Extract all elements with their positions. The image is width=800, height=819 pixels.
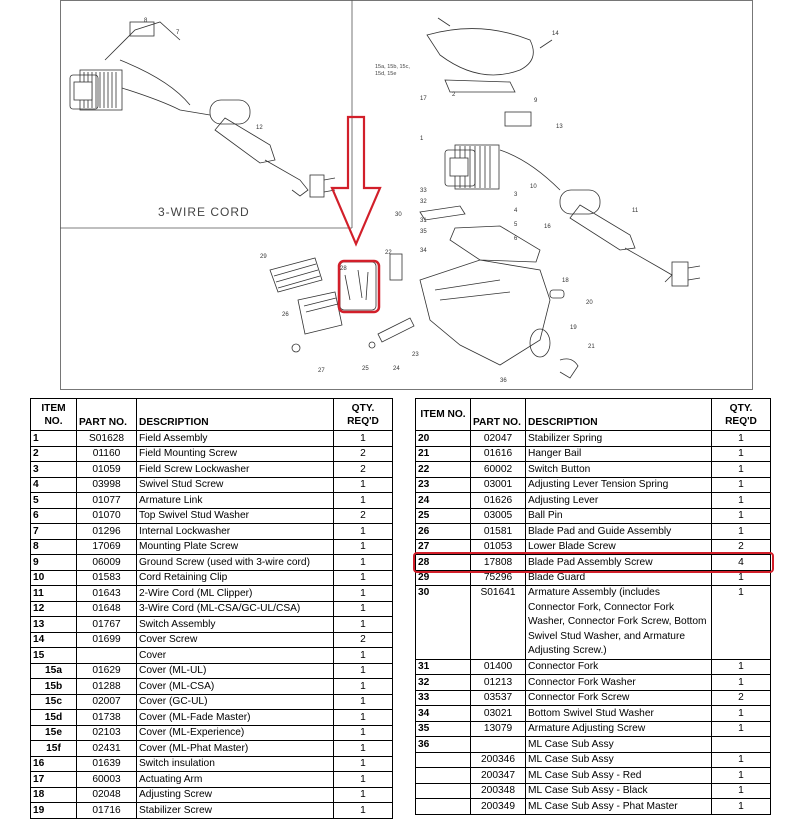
description-cell: 2-Wire Cord (ML Clipper) [137,586,334,602]
svg-text:12: 12 [256,125,263,131]
table-row [31,570,393,586]
qty-cell: 1 [712,675,771,691]
svg-text:24: 24 [393,366,400,372]
description-cell: Connector Fork Washer [526,675,712,691]
part-no-cell [77,648,137,664]
table-row [31,741,393,757]
table-row [416,799,771,815]
description-cell: Field Assembly [137,431,334,447]
exploded-parts-diagram [60,0,753,390]
qty-cell: 1 [712,477,771,493]
svg-text:21: 21 [588,344,595,350]
table-row [416,477,771,493]
item-no-cell: 11 [31,586,77,602]
qty-cell: 1 [712,799,771,815]
description-cell: Blade Pad Assembly Screw [526,555,712,571]
qty-cell: 1 [334,663,393,679]
svg-text:11: 11 [632,208,639,214]
description-cell: Cover Screw [137,632,334,648]
description-cell: Cover (ML-CSA) [137,679,334,695]
svg-text:17: 17 [420,96,427,102]
item-no-cell: 15e [31,725,77,741]
table-row [31,772,393,788]
svg-text:19: 19 [570,325,577,331]
svg-text:14: 14 [552,31,559,37]
col-header-part-no: PART NO. [471,399,526,431]
part-no-cell: 01643 [77,586,137,602]
item-no-cell: 12 [31,601,77,617]
part-no-cell: 01400 [471,659,526,675]
qty-cell: 1 [334,679,393,695]
table-row [31,477,393,493]
description-cell: Swivel Stud Screw [137,477,334,493]
item-no-cell: 31 [416,659,471,675]
description-cell: Field Mounting Screw [137,446,334,462]
description-cell: Connector Fork [526,659,712,675]
qty-cell: 1 [712,508,771,524]
part-no-cell: 60002 [471,462,526,478]
item-no-cell: 4 [31,477,77,493]
item-no-cell: 20 [416,431,471,447]
description-cell: Ball Pin [526,508,712,524]
table-header-row [31,399,393,431]
item-no-cell: 34 [416,706,471,722]
table-row [416,462,771,478]
description-cell: Cover (ML-UL) [137,663,334,679]
qty-cell: 1 [334,787,393,803]
part-no-cell: 60003 [77,772,137,788]
qty-cell: 1 [334,586,393,602]
qty-cell: 1 [334,555,393,571]
item-no-cell: 10 [31,570,77,586]
table-row [31,694,393,710]
qty-cell: 2 [334,632,393,648]
svg-text:23: 23 [412,352,419,358]
qty-cell: 1 [712,524,771,540]
item-no-cell: 1 [31,431,77,447]
col-header-part-no: PART NO. [77,399,137,431]
row-28-highlight [413,552,774,574]
qty-cell: 1 [334,772,393,788]
item-no-cell: 32 [416,675,471,691]
qty-cell: 1 [334,741,393,757]
svg-text:26: 26 [282,312,289,318]
table-row [416,431,771,447]
table-row [31,663,393,679]
description-cell: Lower Blade Screw [526,539,712,555]
part-no-cell: 75296 [471,570,526,586]
table-row [31,446,393,462]
qty-cell: 1 [712,586,771,660]
svg-text:3: 3 [514,192,518,198]
qty-cell: 1 [334,601,393,617]
description-cell: ML Case Sub Assy - Phat Master [526,799,712,815]
parts-table-left [30,398,393,819]
item-no-cell: 15a [31,663,77,679]
description-cell: Internal Lockwasher [137,524,334,540]
item-no-cell: 24 [416,493,471,509]
description-cell: 3-Wire Cord (ML-CSA/GC-UL/CSA) [137,601,334,617]
table-row [31,679,393,695]
qty-cell: 2 [334,446,393,462]
wire-cord-label: 3-WIRE CORD [158,205,250,219]
qty-cell: 1 [334,539,393,555]
part-no-cell: 01070 [77,508,137,524]
part-no-cell: 02007 [77,694,137,710]
description-cell: Switch Assembly [137,617,334,633]
svg-text:35: 35 [420,229,427,235]
item-no-cell: 35 [416,721,471,737]
part-no-cell: 01059 [77,462,137,478]
part-no-cell: 01296 [77,524,137,540]
part-no-cell: 01716 [77,803,137,819]
table-row [416,508,771,524]
svg-text:20: 20 [586,300,593,306]
item-no-cell: 16 [31,756,77,772]
svg-text:15a, 15b, 15c,: 15a, 15b, 15c, [375,64,410,70]
description-cell: Blade Guard [526,570,712,586]
col-header-item: ITEM NO. [31,399,77,431]
svg-text:4: 4 [514,208,518,214]
description-cell: Armature Link [137,493,334,509]
item-no-cell: 14 [31,632,77,648]
table-row [416,768,771,784]
part-no-cell: 01767 [77,617,137,633]
svg-text:22: 22 [385,250,392,256]
item-no-cell [416,768,471,784]
svg-text:1: 1 [420,136,424,142]
item-no-cell: 2 [31,446,77,462]
qty-cell: 2 [334,462,393,478]
part-no-cell: 02048 [77,787,137,803]
item-no-cell [416,799,471,815]
description-cell: Adjusting Lever Tension Spring [526,477,712,493]
svg-text:25: 25 [362,366,369,372]
description-cell: ML Case Sub Assy [526,737,712,753]
qty-cell: 1 [334,803,393,819]
item-no-cell: 5 [31,493,77,509]
qty-cell: 1 [712,783,771,799]
description-cell: Cover (ML-Fade Master) [137,710,334,726]
qty-cell: 1 [334,570,393,586]
item-no-cell: 15d [31,710,77,726]
description-cell: Mounting Plate Screw [137,539,334,555]
table-row [31,648,393,664]
part-no-cell: 01616 [471,446,526,462]
part-no-cell: 01699 [77,632,137,648]
svg-text:15d, 15e: 15d, 15e [375,71,397,77]
qty-cell: 1 [334,710,393,726]
item-no-cell: 7 [31,524,77,540]
item-no-cell: 21 [416,446,471,462]
item-no-cell: 3 [31,462,77,478]
svg-text:18: 18 [562,278,569,284]
qty-cell: 1 [334,756,393,772]
red-down-arrow-icon [332,117,380,244]
col-header-description: DESCRIPTION [526,399,712,431]
svg-text:5: 5 [514,222,518,228]
table-row [31,431,393,447]
table-row [31,555,393,571]
qty-cell: 1 [334,493,393,509]
description-cell: Stabilizer Spring [526,431,712,447]
table-row [416,706,771,722]
svg-text:6: 6 [514,236,518,242]
part-no-cell: 01160 [77,446,137,462]
table-row [31,508,393,524]
part-no-cell: 01626 [471,493,526,509]
table-row [31,710,393,726]
part-no-cell: 17069 [77,539,137,555]
table-row [31,617,393,633]
qty-cell: 1 [712,446,771,462]
qty-cell: 2 [712,690,771,706]
qty-cell: 1 [712,768,771,784]
item-no-cell: 15c [31,694,77,710]
description-cell: Cord Retaining Clip [137,570,334,586]
svg-text:28: 28 [340,266,347,272]
table-row [31,756,393,772]
part-no-cell: 01213 [471,675,526,691]
qty-cell: 1 [712,752,771,768]
part-no-cell: S01628 [77,431,137,447]
svg-text:2: 2 [452,92,456,98]
table-row [416,659,771,675]
svg-text:34: 34 [420,248,427,254]
description-cell: Cover (GC-UL) [137,694,334,710]
field-coil-topleft [70,70,122,110]
svg-text:10: 10 [530,184,537,190]
qty-cell [712,737,771,753]
item-no-cell: 8 [31,539,77,555]
description-cell: Armature Assembly (includes Connector Fork, Connector Fork Washer, Connector Fork Screw, Bottom Swivel Stud Washer, and Armature Adjusting Screw.) [526,586,712,660]
table-header-row [416,399,771,431]
qty-cell: 4 [712,555,771,571]
svg-text:32: 32 [420,199,427,205]
item-no-cell: 25 [416,508,471,524]
svg-text:29: 29 [260,254,267,260]
description-cell: Field Screw Lockwasher [137,462,334,478]
item-no-cell: 6 [31,508,77,524]
part-no-cell: 01639 [77,756,137,772]
table-row [416,737,771,753]
table-row [416,783,771,799]
part-no-cell [471,737,526,753]
part-no-cell: 200349 [471,799,526,815]
qty-cell: 1 [334,725,393,741]
table-row [31,462,393,478]
svg-text:33: 33 [420,188,427,194]
item-no-cell: 23 [416,477,471,493]
qty-cell: 1 [712,706,771,722]
description-cell: Connector Fork Screw [526,690,712,706]
table-row [416,446,771,462]
part-no-cell: 01629 [77,663,137,679]
description-cell: Stabilizer Screw [137,803,334,819]
description-cell: Blade Pad and Guide Assembly [526,524,712,540]
part-no-cell: 03021 [471,706,526,722]
part-no-cell: 200346 [471,752,526,768]
item-no-cell: 19 [31,803,77,819]
part-no-cell: 17808 [471,555,526,571]
svg-text:13: 13 [556,124,563,130]
qty-cell: 1 [712,570,771,586]
col-header-item: ITEM NO. [416,399,471,431]
col-header-qty: QTY. REQ'D [334,399,393,431]
description-cell: ML Case Sub Assy - Black [526,783,712,799]
part-no-cell: 01053 [471,539,526,555]
table-row [31,632,393,648]
part-no-cell: 03005 [471,508,526,524]
item-no-cell: 22 [416,462,471,478]
part-no-cell: 02431 [77,741,137,757]
table-row [31,524,393,540]
description-cell: Adjusting Screw [137,787,334,803]
item-no-cell: 15b [31,679,77,695]
qty-cell: 2 [712,539,771,555]
table-row [31,539,393,555]
table-row [416,493,771,509]
qty-cell: 1 [712,721,771,737]
table-row [31,586,393,602]
svg-text:8: 8 [144,18,148,24]
table-row [416,675,771,691]
table-row [416,721,771,737]
item-no-cell: 15f [31,741,77,757]
part-no-cell: 01581 [471,524,526,540]
table-row [31,803,393,819]
description-cell: Bottom Swivel Stud Washer [526,706,712,722]
item-no-cell: 26 [416,524,471,540]
svg-text:27: 27 [318,368,325,374]
item-no-cell: 27 [416,539,471,555]
part-no-cell: 01288 [77,679,137,695]
description-cell: Cover [137,648,334,664]
qty-cell: 1 [712,659,771,675]
qty-cell: 1 [334,431,393,447]
item-no-cell: 9 [31,555,77,571]
description-cell: ML Case Sub Assy - Red [526,768,712,784]
qty-cell: 1 [334,694,393,710]
part-no-cell: 01738 [77,710,137,726]
table-row [31,725,393,741]
table-row [31,787,393,803]
table-row [416,586,771,660]
svg-text:30: 30 [395,212,402,218]
qty-cell: 1 [712,462,771,478]
qty-cell: 1 [712,431,771,447]
item-no-cell [416,752,471,768]
table-row [31,601,393,617]
qty-cell: 1 [334,617,393,633]
qty-cell: 1 [334,524,393,540]
part-no-cell: 200347 [471,768,526,784]
part-no-cell: 02103 [77,725,137,741]
table-row [416,752,771,768]
description-cell: Hanger Bail [526,446,712,462]
svg-text:36: 36 [500,378,507,384]
description-cell: Top Swivel Stud Washer [137,508,334,524]
description-cell: Actuating Arm [137,772,334,788]
col-header-description: DESCRIPTION [137,399,334,431]
item-no-cell: 15 [31,648,77,664]
part-no-cell: 02047 [471,431,526,447]
qty-cell: 1 [334,648,393,664]
item-no-cell: 36 [416,737,471,753]
description-cell: Switch Button [526,462,712,478]
highlight-callout [332,117,380,312]
part-no-cell: 01077 [77,493,137,509]
qty-cell: 2 [334,508,393,524]
svg-text:31: 31 [420,218,427,224]
part-no-cell: 03001 [471,477,526,493]
description-cell: Ground Screw (used with 3-wire cord) [137,555,334,571]
part-no-cell: S01641 [471,586,526,660]
item-no-cell: 33 [416,690,471,706]
col-header-qty: QTY. REQ'D [712,399,771,431]
table-row [31,493,393,509]
part-no-cell: 01583 [77,570,137,586]
description-cell: Switch insulation [137,756,334,772]
part-no-cell: 200348 [471,783,526,799]
qty-cell: 1 [712,493,771,509]
part-no-cell: 06009 [77,555,137,571]
table-row [416,524,771,540]
part-no-cell: 13079 [471,721,526,737]
description-cell: Armature Adjusting Screw [526,721,712,737]
description-cell: ML Case Sub Assy [526,752,712,768]
item-no-cell: 29 [416,570,471,586]
part-no-cell: 01648 [77,601,137,617]
table-row [416,690,771,706]
part-no-cell: 03537 [471,690,526,706]
description-cell: Cover (ML-Experience) [137,725,334,741]
part-no-cell: 03998 [77,477,137,493]
svg-text:9: 9 [534,98,538,104]
description-cell: Cover (ML-Phat Master) [137,741,334,757]
svg-text:16: 16 [544,224,551,230]
item-no-cell: 13 [31,617,77,633]
item-no-cell: 17 [31,772,77,788]
parts-table-right [415,398,771,815]
item-no-cell: 28 [416,555,471,571]
item-no-cell [416,783,471,799]
svg-text:7: 7 [176,30,180,36]
qty-cell: 1 [334,477,393,493]
description-cell: Adjusting Lever [526,493,712,509]
item-no-cell: 18 [31,787,77,803]
item-no-cell: 30 [416,586,471,660]
